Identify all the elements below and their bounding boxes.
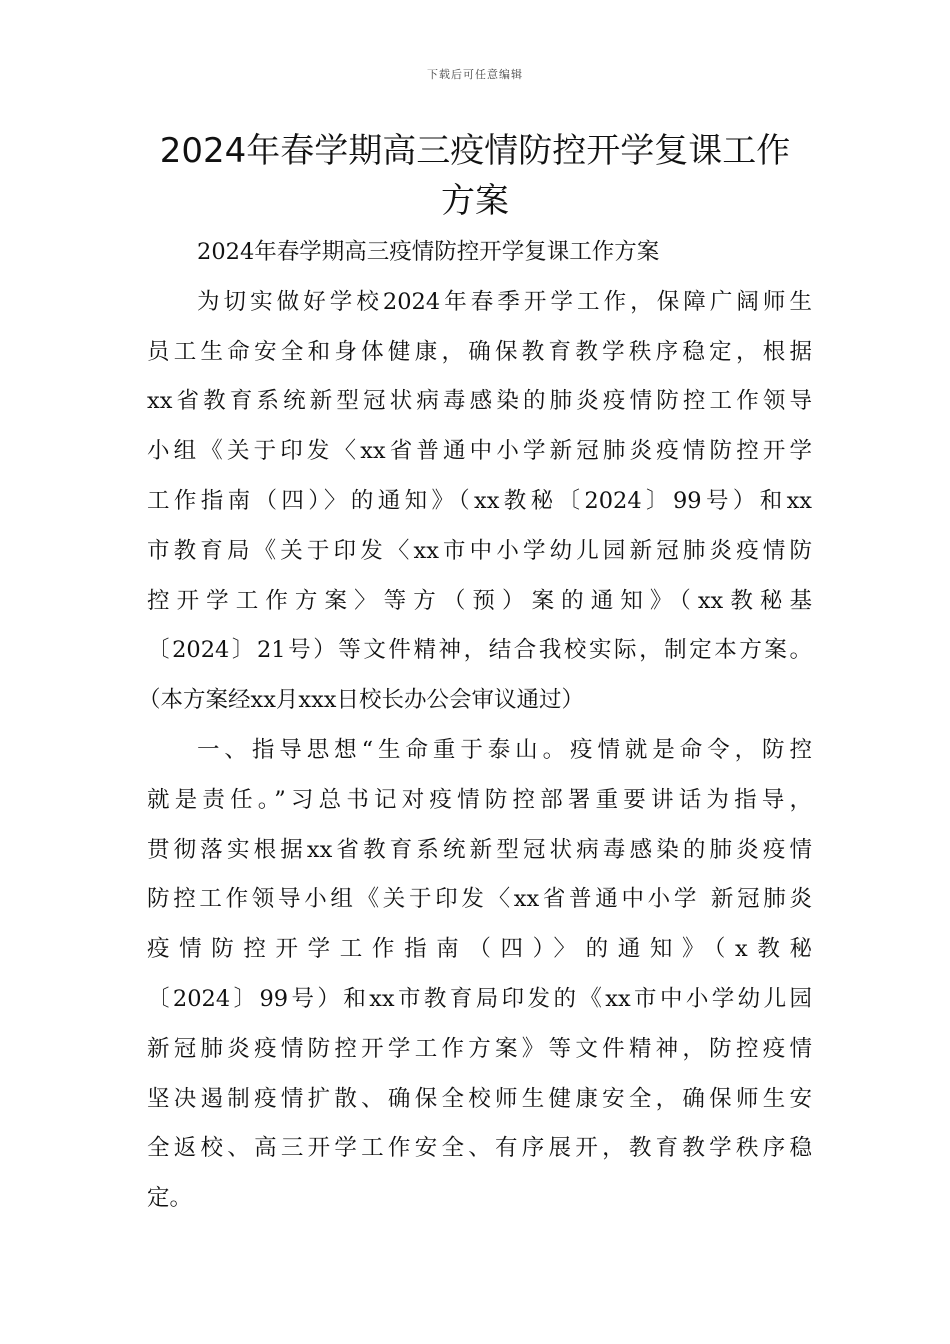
document-title (110, 126, 840, 226)
document-body (138, 228, 812, 1224)
paragraph-2-line: 贯彻落实根据xx省教育系统新型冠状病毒感染的肺炎疫情 (147, 836, 812, 863)
paragraph-1-line: 控开学工作方案〉等方（预）案的通知》（xx教秘基 (147, 587, 812, 614)
title-line: 2024年春学期高三疫情防控开学复课工作 (159, 131, 791, 171)
paragraph-2-line: 〔2024〕99号）和xx市教育局印发的《xx市中小学幼儿园 (147, 985, 812, 1012)
paragraph-2-line: 一、指导思想“生命重于泰山。疫情就是命令，防控 (197, 736, 812, 763)
paragraph-1-line: （本方案经xx月xxx日校长办公会审议通过） (138, 687, 584, 714)
paragraph-1-line: 市教育局《关于印发〈xx市中小学幼儿园新冠肺炎疫情防 (147, 537, 812, 564)
subtitle: 2024年春学期高三疫情防控开学复课工作方案 (197, 239, 660, 265)
paragraph-1-line: 小组《关于印发〈xx省普通中小学新冠肺炎疫情防控开学 (147, 438, 812, 465)
paragraph-2-line: 全返校、高三开学工作安全、有序展开，教育教学秩序稳 (147, 1135, 812, 1162)
paragraph-1-line: 员工生命安全和身体健康，确保教育教学秩序稳定，根据 (147, 338, 812, 365)
paragraph-2-line: 新冠肺炎疫情防控开学工作方案》等文件精神，防控疫情 (147, 1035, 812, 1062)
paragraph-1-line: 工作指南（四）〉的通知》（xx教秘〔2024〕99号）和xx (147, 487, 812, 514)
paragraph-2-line: 坚决遏制疫情扩散、确保全校师生健康安全，确保师生安 (147, 1085, 812, 1112)
paragraph-2-line: 疫情防控开学工作指南（四）〉的通知》（x教秘 (147, 936, 812, 963)
title-line: 方案 (441, 181, 509, 221)
paragraph-2-line: 防控工作领导小组《关于印发〈xx省普通中小学 新冠肺炎 (147, 886, 812, 913)
paragraph-2-line: 就是责任。”习总书记对疫情防控部署重要讲话为指导， (147, 786, 812, 813)
paragraph-1-line: 为切实做好学校2024年春季开学工作，保障广阔师生 (197, 288, 812, 315)
paragraph-1-line: 〔2024〕21号）等文件精神，结合我校实际，制定本方案。 (147, 637, 812, 664)
paragraph-1-line: xx省教育系统新型冠状病毒感染的肺炎疫情防控工作领导 (147, 388, 812, 415)
header-note: 下载后可任意编辑 (427, 68, 523, 81)
paragraph-2-line: 定。 (147, 1185, 193, 1212)
